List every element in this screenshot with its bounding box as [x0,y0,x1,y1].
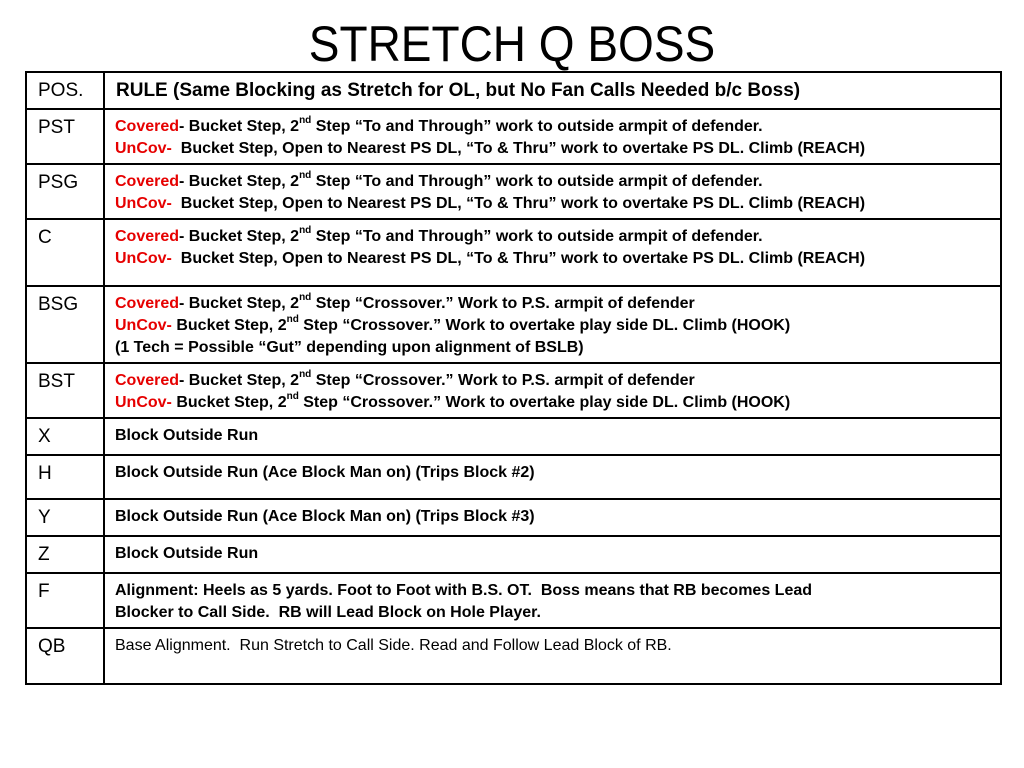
table-row [26,418,1001,455]
table-header-row [26,72,1001,109]
ordinal-suffix: nd [299,114,312,126]
ordinal-suffix: nd [299,224,312,236]
covered-label: Covered [115,228,180,245]
rule-text: - Bucket Step, 2 [179,228,300,245]
rule-text: Step “To and Through” work to outside armpit of defender. [311,228,763,245]
rule-text: Step “Crossover.” Work to overtake play side DL. Climb (HOOK) [298,394,791,411]
rule-cell: Block Outside Run (Ace Block Man on) (Trips Block #2) [104,455,1001,499]
covered-label: Covered [115,295,180,312]
rule-text: Step “Crossover.” Work to P.S. armpit of defender [311,295,695,312]
rule-cell [104,363,1001,418]
slide-title: STRETCH Q BOSS [308,16,716,72]
uncov-label: UnCov- [115,140,172,157]
table-row [26,499,1001,536]
rule-text: Step “To and Through” work to outside armpit of defender. [311,173,763,190]
table-row [26,164,1001,219]
rule-text: - Bucket Step, 2 [179,173,300,190]
covered-line [115,226,1000,248]
rule-text: Bucket Step, Open to Nearest PS DL, “To & Thru” work to overtake PS DL. Climb (REACH) [171,140,866,157]
rule-line: Blocker to Call Side. RB will Lead Block on Hole Player. [115,604,541,621]
rule-cell [104,164,1001,219]
header-rule: RULE (Same Blocking as Stretch for OL, but No Fan Calls Needed b/c Boss) [104,72,1001,109]
covered-label: Covered [115,173,180,190]
rule-cell [104,573,1001,628]
ordinal-suffix: nd [286,390,299,402]
rule-text: Bucket Step, 2 [171,317,287,334]
rule-text: - Bucket Step, 2 [179,118,300,135]
pos-cell: C [26,219,104,286]
covered-label: Covered [115,118,180,135]
pos-cell: PSG [26,164,104,219]
rule-line: Alignment: Heels as 5 yards. Foot to Foot with B.S. OT. Boss means that RB becomes Lead [115,582,813,599]
pos-cell: H [26,455,104,499]
pos-cell: QB [26,628,104,684]
uncovered-line [115,138,1000,160]
rule-text: Step “To and Through” work to outside armpit of defender. [311,118,763,135]
rule-text: - Bucket Step, 2 [179,295,300,312]
rule-text: Bucket Step, Open to Nearest PS DL, “To & Thru” work to overtake PS DL. Climb (REACH) [171,250,866,267]
rule-cell: Block Outside Run [104,536,1001,573]
covered-line [115,171,1000,193]
rule-text: - Bucket Step, 2 [179,372,300,389]
uncov-label: UnCov- [115,250,172,267]
uncovered-line [115,193,1000,215]
rules-table [25,71,1002,685]
header-pos: POS. [26,72,104,109]
rule-text: Bucket Step, 2 [171,394,287,411]
rule-cell [104,219,1001,286]
ordinal-suffix: nd [286,313,299,325]
table-row [26,536,1001,573]
pos-cell: BST [26,363,104,418]
covered-label: Covered [115,372,180,389]
rule-text: Step “Crossover.” Work to P.S. armpit of defender [311,372,695,389]
uncov-label: UnCov- [115,195,172,212]
uncovered-line [115,248,1000,270]
pos-cell: Y [26,499,104,536]
pos-cell: Z [26,536,104,573]
covered-line [115,293,1000,315]
ordinal-suffix: nd [299,291,312,303]
table-row [26,286,1001,363]
rule-text: Bucket Step, Open to Nearest PS DL, “To & Thru” work to overtake PS DL. Climb (REACH) [171,195,866,212]
rule-cell: Block Outside Run (Ace Block Man on) (Trips Block #3) [104,499,1001,536]
table-row [26,219,1001,286]
rule-cell: Base Alignment. Run Stretch to Call Side. Read and Follow Lead Block of RB. [104,628,1001,684]
rule-cell [104,109,1001,164]
pos-cell: PST [26,109,104,164]
uncovered-line [115,392,1000,414]
table-row [26,109,1001,164]
table-row [26,573,1001,628]
rule-text: Step “Crossover.” Work to overtake play side DL. Climb (HOOK) [298,317,791,334]
table-row [26,363,1001,418]
covered-line [115,116,1000,138]
note-line: (1 Tech = Possible “Gut” depending upon alignment of BSLB) [115,339,584,356]
rule-cell [104,286,1001,363]
ordinal-suffix: nd [299,169,312,181]
ordinal-suffix: nd [299,368,312,380]
pos-cell: F [26,573,104,628]
uncovered-line [115,315,1000,337]
pos-cell: X [26,418,104,455]
table-row [26,628,1001,684]
uncov-label: UnCov- [115,317,172,334]
covered-line [115,370,1000,392]
pos-cell: BSG [26,286,104,363]
rule-cell: Block Outside Run [104,418,1001,455]
table-row [26,455,1001,499]
uncov-label: UnCov- [115,394,172,411]
